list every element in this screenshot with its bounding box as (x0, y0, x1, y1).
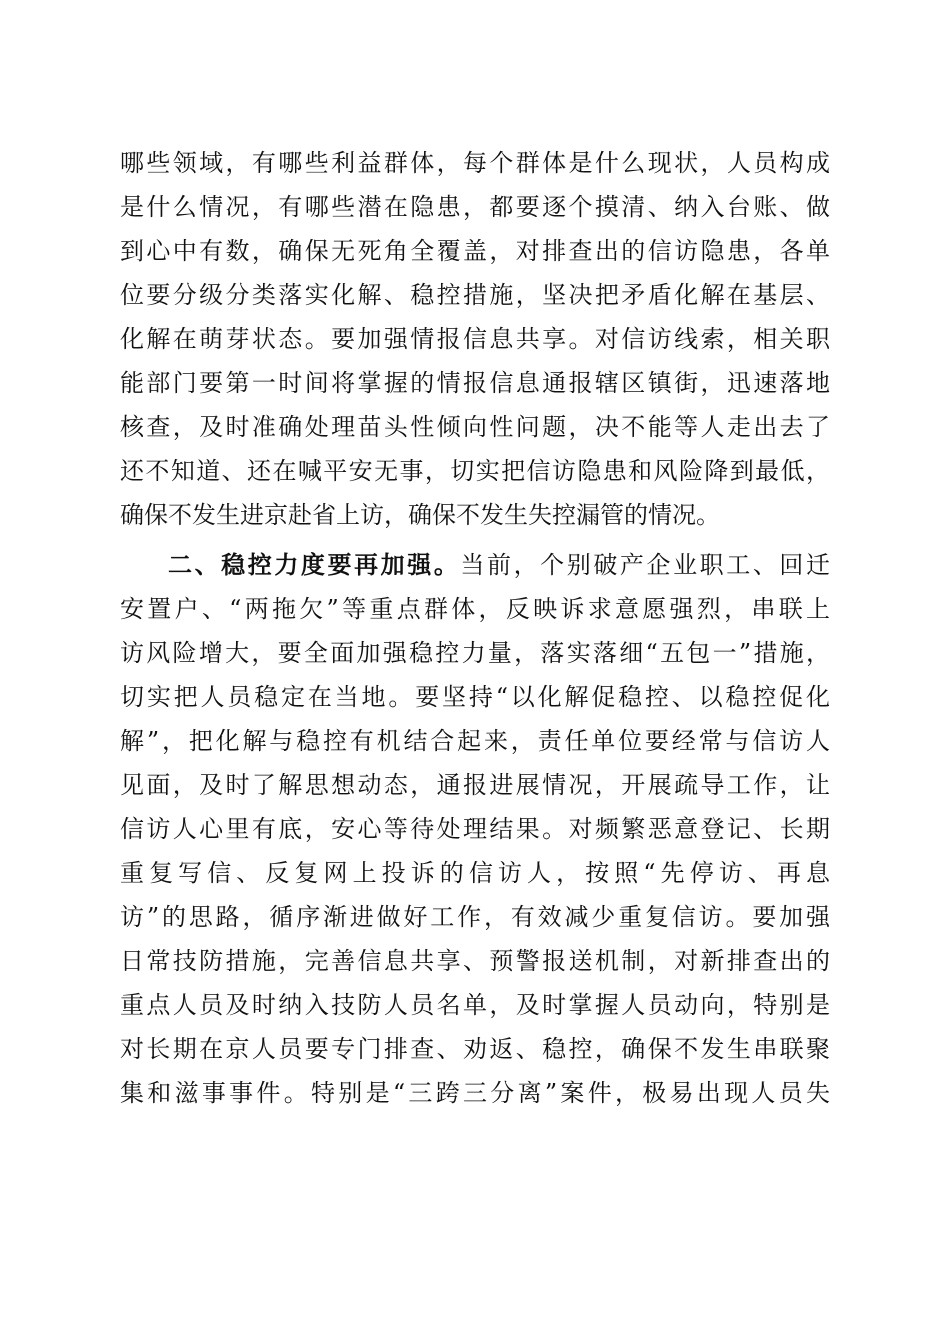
text-line: 重复写信、反复网上投诉的信访人，按照“先停访、再息 (120, 859, 830, 887)
section-heading-continuation: 当前，个别破产企业职工、回迁 (460, 551, 831, 579)
text-line: 化解在萌芽状态。要加强情报信息共享。对信访线索，相关职 (120, 325, 830, 353)
text-line: 是什么情况，有哪些潜在隐患，都要逐个摸清、纳入台账、做 (120, 193, 830, 221)
text-line: 切实把人员稳定在当地。要坚持“以化解促稳控、以稳控促化 (120, 683, 830, 711)
text-line: 位要分级分类落实化解、稳控措施，坚决把矛盾化解在基层、 (120, 281, 830, 309)
text-line: 能部门要第一时间将掌握的情报信息通报辖区镇街，迅速落地 (120, 369, 830, 397)
text-line: 访”的思路，循序渐进做好工作，有效减少重复信访。要加强 (120, 903, 830, 931)
text-line: 见面，及时了解思想动态，通报进展情况，开展疏导工作，让 (120, 771, 830, 799)
text-line: 信访人心里有底，安心等待处理结果。对频繁恶意登记、长期 (120, 815, 830, 843)
text-line: 对长期在京人员要专门排查、劝返、稳控，确保不发生串联聚 (120, 1035, 830, 1063)
text-line: 访风险增大，要全面加强稳控力量，落实落细“五包一”措施， (120, 639, 830, 667)
text-line: 解”，把化解与稳控有机结合起来，责任单位要经常与信访人 (120, 727, 830, 755)
text-line: 核查，及时准确处理苗头性倾向性问题，决不能等人走出去了 (120, 413, 830, 441)
section-heading: 二、稳控力度要再加强。 (168, 551, 461, 579)
text-line: 集和滋事事件。特别是“三跨三分离”案件，极易出现人员失 (120, 1079, 830, 1107)
text-line: 日常技防措施，完善信息共享、预警报送机制，对新排查出的 (120, 947, 830, 975)
text-line: 还不知道、还在喊平安无事，切实把信访隐患和风险降到最低， (120, 457, 830, 485)
section-heading-line (168, 543, 830, 587)
text-line: 确保不发生进京赴省上访，确保不发生失控漏管的情况。 (120, 501, 720, 529)
text-line: 安置户、“两拖欠”等重点群体，反映诉求意愿强烈，串联上 (120, 595, 830, 623)
text-line: 到心中有数，确保无死角全覆盖，对排查出的信访隐患，各单 (120, 237, 830, 265)
text-line: 哪些领域，有哪些利益群体，每个群体是什么现状，人员构成 (120, 149, 830, 177)
text-line: 重点人员及时纳入技防人员名单，及时掌握人员动向，特别是 (120, 991, 830, 1019)
